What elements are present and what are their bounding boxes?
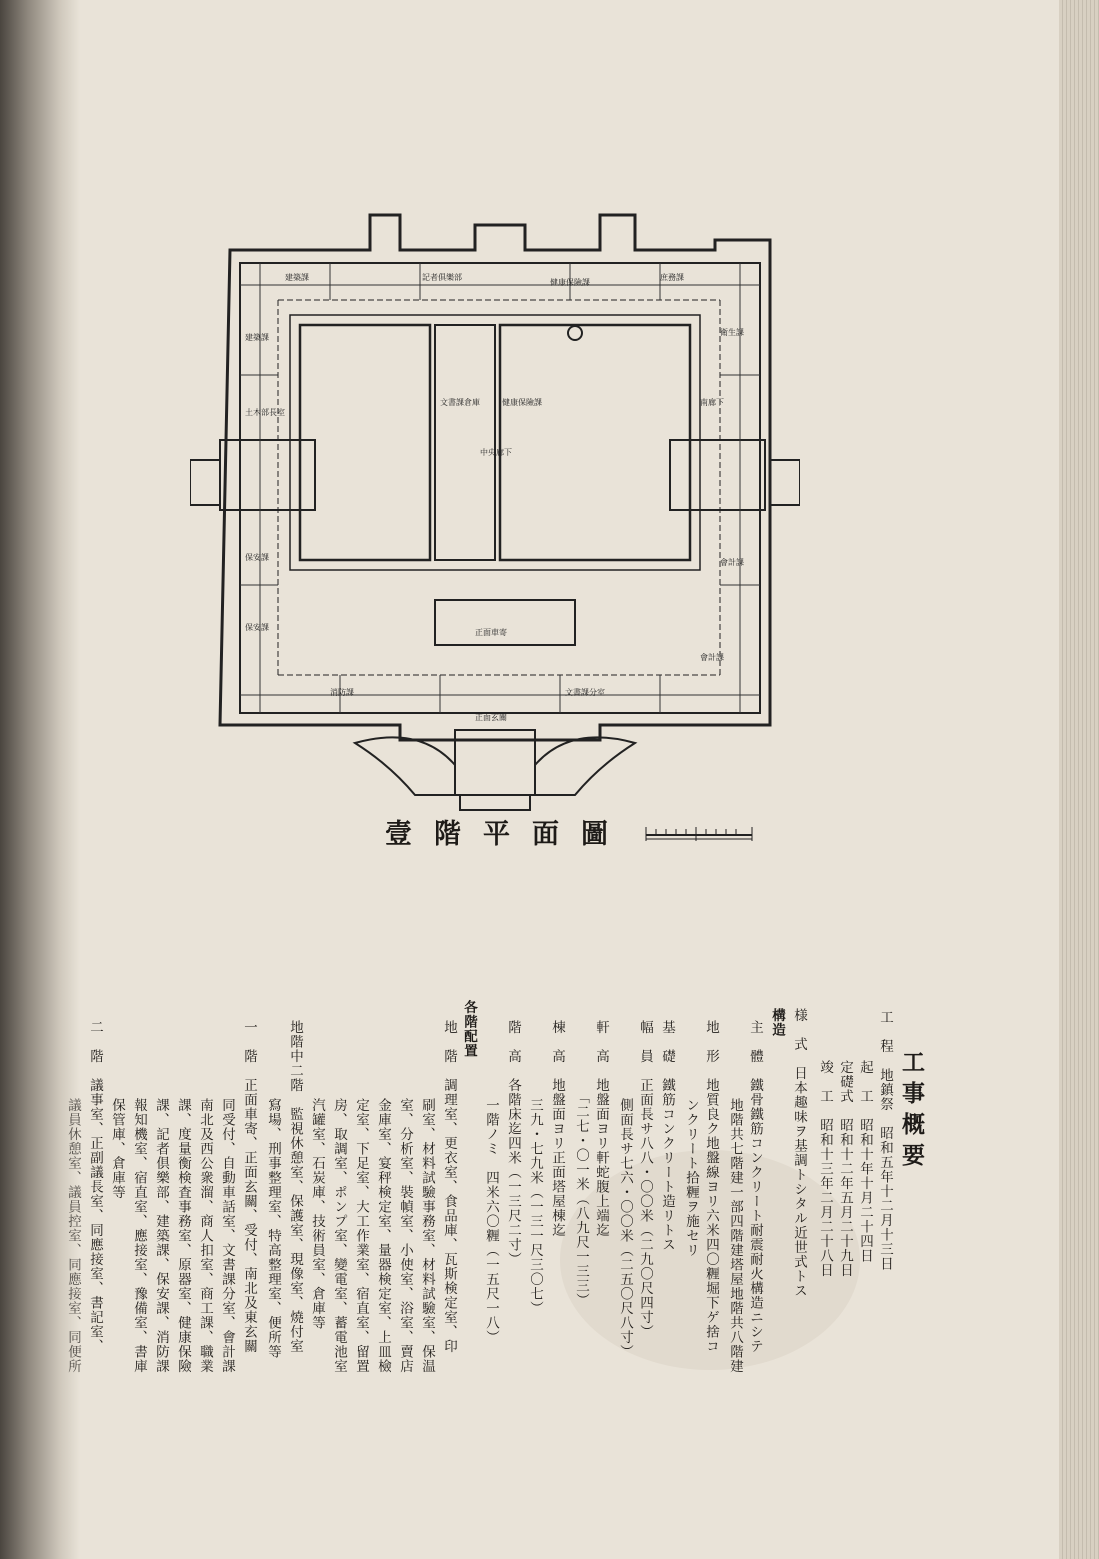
page-edges xyxy=(1059,0,1099,1559)
plan-label: 文書課倉庫 xyxy=(440,398,480,407)
plan-label: 南廊下 xyxy=(700,398,724,407)
plan-label: 記者俱樂部 xyxy=(422,273,462,282)
text-line: 汽罐室、石炭庫、技術員室、倉庫等 xyxy=(309,1098,325,1330)
text-line: 各階配置 xyxy=(461,1000,477,1058)
scale-bar xyxy=(644,821,754,843)
plan-label: 中央廊下 xyxy=(480,448,512,457)
plan-label: 正面玄關 xyxy=(475,713,507,722)
text-line: 地 階 調理室、更衣室、食品庫、瓦斯検定室、印 xyxy=(441,1020,457,1354)
plan-label: 保安課 xyxy=(245,623,269,632)
text-line: 地階共七階建一部四階建塔屋地階共八階建 xyxy=(727,1098,743,1374)
plan-title xyxy=(385,812,754,851)
text-line: 「二七・〇一米（八九尺一三三） xyxy=(573,1090,589,1308)
text-line: 南北及西公衆溜、商人扣室、商工課、職業 xyxy=(197,1098,213,1374)
text-line: 三九・七九米（一三一尺三〇七） xyxy=(527,1098,543,1316)
text-line: 一階ノミ 四米六〇糎（一五尺一八） xyxy=(483,1098,499,1345)
text-line: 基 礎 鐵筋コンクリート造リトス xyxy=(659,1020,675,1252)
text-line: 構造 xyxy=(769,1008,785,1037)
plan-label: 正面車寄 xyxy=(475,628,507,637)
plan-label: 消防課 xyxy=(330,688,354,697)
text-line: 二 階 議事室、正副議長室、同應接室、書記室、 xyxy=(87,1020,103,1354)
plan-label: 建築課 xyxy=(285,273,309,282)
plan-label: 文書課分室 xyxy=(565,688,605,697)
text-line: 課、度量衡検査事務室、原器室、健康保險 xyxy=(175,1098,191,1374)
plan-label: 健康保險課 xyxy=(550,278,590,287)
plan-label: 庶務課 xyxy=(660,273,684,282)
text-line: 課、記者倶樂部、建築課、保安課、消防課 xyxy=(153,1098,169,1374)
text-line: 定礎式 昭和十二年五月二十九日 xyxy=(837,1060,853,1278)
text-line: 幅 員 正面長サ八八・〇〇米（二九〇尺四寸） xyxy=(637,1020,653,1339)
text-line: 地 形 地質良ク地盤線ヨリ六米四〇糎堀下ゲ捨コ xyxy=(703,1020,719,1354)
plan-label: 保安課 xyxy=(245,553,269,562)
text-line: 階 高 各階床迄四米（一三尺二寸） xyxy=(505,1020,521,1267)
text-line: 房、取調室、ポンプ室、變電室、蓄電池室 xyxy=(331,1098,347,1374)
text-line: 刷室、材料試驗事務室、材料試驗室、保温 xyxy=(419,1098,435,1374)
text-line: 一 階 正面車寄、正面玄關、受付、南北及東玄關 xyxy=(241,1020,257,1354)
text-line: 定室、下足室、大工作業室、宿直室、留置 xyxy=(353,1098,369,1374)
plan-label: 建築課 xyxy=(245,333,269,342)
text-line: 起 工 昭和十年十月二十四日 xyxy=(857,1060,873,1263)
floor-plan-drawing xyxy=(190,205,800,815)
text-line: 地階中二階 監視休憩室、保護室、現像室、燒付室 xyxy=(287,1020,303,1354)
plan-label: 衛生課 xyxy=(720,328,744,337)
title-char: 階 xyxy=(434,819,461,850)
plan-label: 會計課 xyxy=(700,653,724,662)
text-line: 主 體 鐵骨鐵筋コンクリート耐震耐火構造ニシテ xyxy=(747,1020,763,1354)
title-char: 面 xyxy=(532,819,559,850)
text-line: 工 程 地鎮祭 昭和五年十二月十三日 xyxy=(877,1010,893,1271)
plan-label: 會計課 xyxy=(720,558,744,567)
text-line: 棟 高 地盤面ヨリ正面塔屋棟迄 xyxy=(549,1020,565,1238)
text-line: 軒 高 地盤面ヨリ軒蛇腹上端迄 xyxy=(593,1020,609,1238)
text-line: 金庫室、宴秤検定室、量器検定室、上皿檢 xyxy=(375,1098,391,1374)
title-char: 圖 xyxy=(581,819,608,850)
text-line: 保管庫、倉庫等 xyxy=(109,1098,125,1200)
text-line: 室、分析室、裝幀室、小使室、浴室、賣店 xyxy=(397,1098,413,1374)
text-line: 議員休憩室、議員控室、同應接室、同便所 xyxy=(65,1098,81,1374)
plan-label: 健康保險課 xyxy=(502,398,542,407)
text-line: 同受付、自動車話室、文書課分室、會計課 xyxy=(219,1098,235,1374)
text-line: 様 式 日本趣味ヲ基調トシタル近世式トス xyxy=(791,1008,807,1298)
title-char: 壹 xyxy=(385,819,412,850)
text-line: 寫場、刑事整理室、特高整理室、便所等 xyxy=(265,1098,281,1359)
text-line: 側面長サ七六・〇〇米（二五〇尺八寸） xyxy=(617,1098,633,1359)
text-line: ンクリート拾糎ヲ施セリ xyxy=(683,1098,699,1258)
text-line: 報知機室、宿直室、應接室、豫備室、書庫 xyxy=(131,1098,147,1374)
text-line: 竣 工 昭和十三年二月二十八日 xyxy=(817,1060,833,1278)
section-heading: 工事概要 xyxy=(898,1050,925,1174)
plan-label: 土木部長室 xyxy=(245,408,285,417)
title-char: 平 xyxy=(483,819,510,850)
